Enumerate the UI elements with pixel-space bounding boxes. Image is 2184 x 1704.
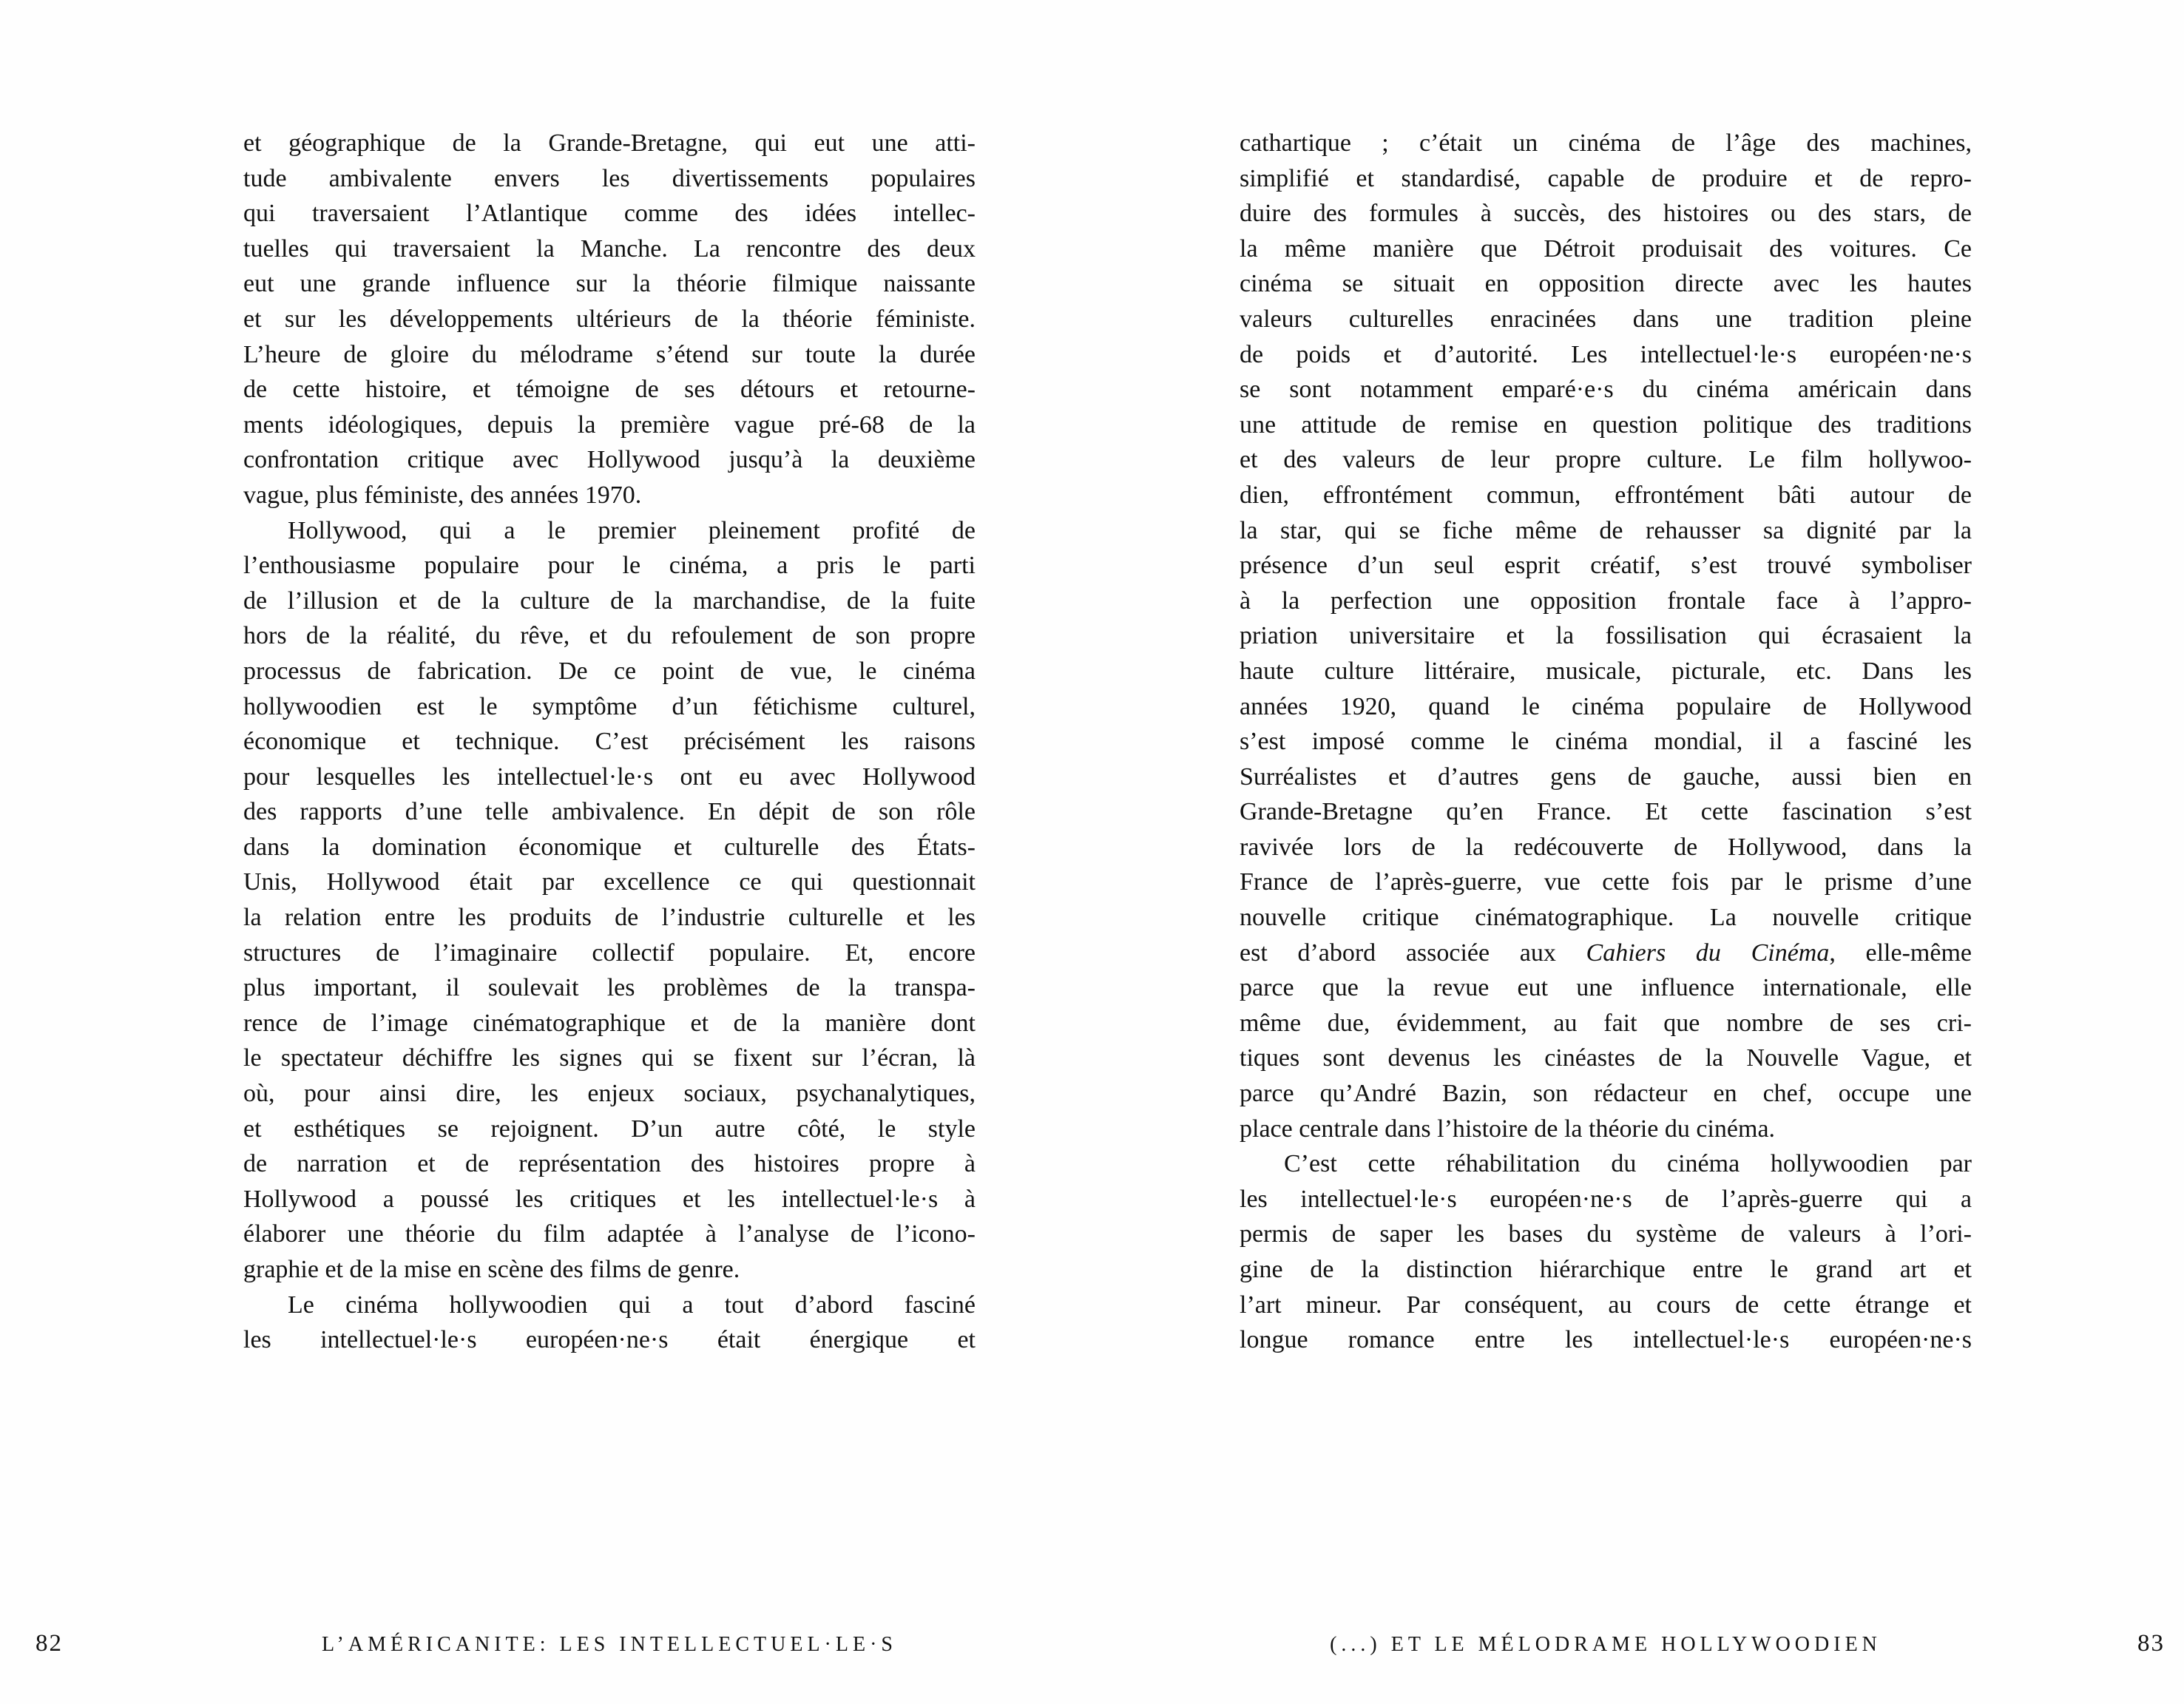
- right-page-text-column: [1240, 126, 1972, 1358]
- text-line: vague, plus féministe, des années 1970.: [243, 481, 642, 509]
- text-line: de poids et d’autorité. Les intellectuel·le·s européen·ne·s: [1240, 340, 1972, 368]
- text-line: hollywoodien est le symptôme d’un fétichisme culturel,: [243, 692, 976, 720]
- text-line: les intellectuel·le·s européen·ne·s de l’après-guerre qui a: [1240, 1185, 1972, 1213]
- text-line: élaborer une théorie du film adaptée à l’analyse de l’icono-: [243, 1220, 976, 1248]
- text-line: la même manière que Détroit produisait des voitures. Ce: [1240, 234, 1972, 263]
- text-line: confrontation critique avec Hollywood jusqu’à la deuxième: [243, 446, 976, 474]
- text-line: cinéma se situait en opposition directe avec les hautes: [1240, 270, 1972, 298]
- text-line: gine de la distinction hiérarchique entre le grand art et: [1240, 1256, 1972, 1283]
- text-line: structures de l’imaginaire collectif populaire. Et, encore: [243, 939, 976, 967]
- text-line: tude ambivalente envers les divertissements populaires: [243, 164, 976, 192]
- text-line: permis de saper les bases du système de valeurs à l’ori-: [1240, 1220, 1972, 1248]
- text-line: se sont notamment emparé·e·s du cinéma américain dans: [1240, 376, 1972, 404]
- text-line: haute culture littéraire, musicale, picturale, etc. Dans les: [1240, 657, 1972, 685]
- text-line: Le cinéma hollywoodien qui a tout d’abord fasciné: [288, 1291, 976, 1319]
- text-line: duire des formules à succès, des histoires ou des stars, de: [1240, 200, 1972, 228]
- text-line: même due, évidemment, au fait que nombre de ses cri-: [1240, 1009, 1972, 1037]
- text-line: nouvelle critique cinématographique. La nouvelle critique: [1240, 904, 1972, 932]
- text-line: et esthétiques se rejoignent. D’un autre côté, le style: [243, 1115, 976, 1143]
- text-line: économique et technique. C’est précisément les raisons: [243, 728, 976, 756]
- page-number-left: 82: [36, 1630, 63, 1657]
- text-line: graphie et de la mise en scène des films de genre.: [243, 1256, 740, 1283]
- text-line: qui traversaient l’Atlantique comme des idées intellec-: [243, 200, 976, 228]
- text-line: et sur les développements ultérieurs de la théorie féministe.: [243, 305, 976, 333]
- text-line: Hollywood a poussé les critiques et les intellectuel·le·s à: [243, 1185, 976, 1213]
- text-line: simplifié et standardisé, capable de produire et de repro-: [1240, 164, 1972, 192]
- text-line: ravivée lors de la redécouverte de Hollywood, dans la: [1240, 833, 1972, 861]
- text-line: la star, qui se fiche même de rehausser sa dignité par la: [1240, 516, 1972, 544]
- text-line: des rapports d’une telle ambivalence. En dépit de son rôle: [243, 798, 976, 826]
- left-page-text-column: [243, 126, 976, 1358]
- text-line: le spectateur déchiffre les signes qui se fixent sur l’écran, là: [243, 1044, 976, 1072]
- text-line: ments idéologiques, depuis la première vague pré-68 de la: [243, 410, 976, 439]
- text-line: valeurs culturelles enracinées dans une tradition pleine: [1240, 305, 1972, 333]
- text-line: Unis, Hollywood était par excellence ce qui questionnait: [243, 868, 976, 896]
- text-line: et géographique de la Grande-Bretagne, qui eut une atti-: [243, 129, 976, 157]
- text-line: L’heure de gloire du mélodrame s’étend sur toute la durée: [243, 340, 976, 368]
- text-line: longue romance entre les intellectuel·le·s européen·ne·s: [1240, 1326, 1972, 1354]
- text-line: place centrale dans l’histoire de la théorie du cinéma.: [1240, 1115, 1776, 1143]
- text-line: tiques sont devenus les cinéastes de la Nouvelle Vague, et: [1240, 1044, 1972, 1072]
- text-line: eut une grande influence sur la théorie filmique naissante: [243, 270, 976, 298]
- text-line: et des valeurs de leur propre culture. Le film hollywoo-: [1240, 446, 1972, 474]
- text-line: une attitude de remise en question politique des traditions: [1240, 410, 1972, 439]
- text-line: dans la domination économique et culturelle des États-: [243, 833, 976, 861]
- text-line: l’enthousiasme populaire pour le cinéma, a pris le parti: [243, 552, 976, 580]
- running-title-right: (...) ET LE MÉLODRAME HOLLYWOODIEN: [1330, 1633, 1882, 1656]
- page-number-right: 83: [2137, 1630, 2165, 1657]
- text-line: les intellectuel·le·s européen·ne·s était énergique et: [243, 1326, 976, 1354]
- text-line: C’est cette réhabilitation du cinéma hollywoodien par: [1284, 1150, 1972, 1178]
- text-line: processus de fabrication. De ce point de vue, le cinéma: [243, 657, 976, 685]
- text-line: de cette histoire, et témoigne de ses détours et retourne-: [243, 376, 976, 404]
- text-line: où, pour ainsi dire, les enjeux sociaux, psychanalytiques,: [243, 1080, 976, 1108]
- text-line: Grande-Bretagne qu’en France. Et cette fascination s’est: [1240, 798, 1972, 826]
- text-line: rence de l’image cinématographique et de la manière dont: [243, 1009, 976, 1037]
- text-line: plus important, il soulevait les problèmes de la transpa-: [243, 974, 976, 1002]
- text-line: de narration et de représentation des histoires propre à: [243, 1150, 976, 1178]
- text-line: à la perfection une opposition frontale face à l’appro-: [1240, 586, 1972, 615]
- text-line: la relation entre les produits de l’industrie culturelle et les: [243, 904, 976, 932]
- text-line: parce que la revue eut une influence internationale, elle: [1240, 974, 1972, 1002]
- text-line: pour lesquelles les intellectuel·le·s ont eu avec Hollywood: [243, 763, 976, 791]
- text-line: cathartique ; c’était un cinéma de l’âge des machines,: [1240, 129, 1972, 157]
- text-line: Hollywood, qui a le premier pleinement profité de: [288, 516, 976, 544]
- running-title-left: L’AMÉRICANITE: LES INTELLECTUEL·LE·S: [322, 1633, 897, 1656]
- text-line: années 1920, quand le cinéma populaire de Hollywood: [1240, 692, 1972, 720]
- text-line: de l’illusion et de la culture de la marchandise, de la fuite: [243, 586, 976, 615]
- text-line: hors de la réalité, du rêve, et du refoulement de son propre: [243, 622, 976, 650]
- text-line: l’art mineur. Par conséquent, au cours de cette étrange et: [1240, 1291, 1972, 1319]
- text-line: dien, effrontément commun, effrontément bâti autour de: [1240, 481, 1972, 509]
- text-line: France de l’après-guerre, vue cette fois par le prisme d’une: [1240, 868, 1972, 896]
- text-line: priation universitaire et la fossilisation qui écrasaient la: [1240, 622, 1972, 650]
- text-line: Surréalistes et d’autres gens de gauche, aussi bien en: [1240, 763, 1972, 791]
- text-line: s’est imposé comme le cinéma mondial, il a fasciné les: [1240, 728, 1972, 756]
- text-line: présence d’un seul esprit créatif, s’est trouvé symboliser: [1240, 552, 1972, 580]
- text-line: tuelles qui traversaient la Manche. La rencontre des deux: [243, 234, 976, 263]
- text-line: parce qu’André Bazin, son rédacteur en chef, occupe une: [1240, 1080, 1972, 1108]
- text-line: est d’abord associée aux Cahiers du Cinéma, elle-même: [1240, 939, 1972, 967]
